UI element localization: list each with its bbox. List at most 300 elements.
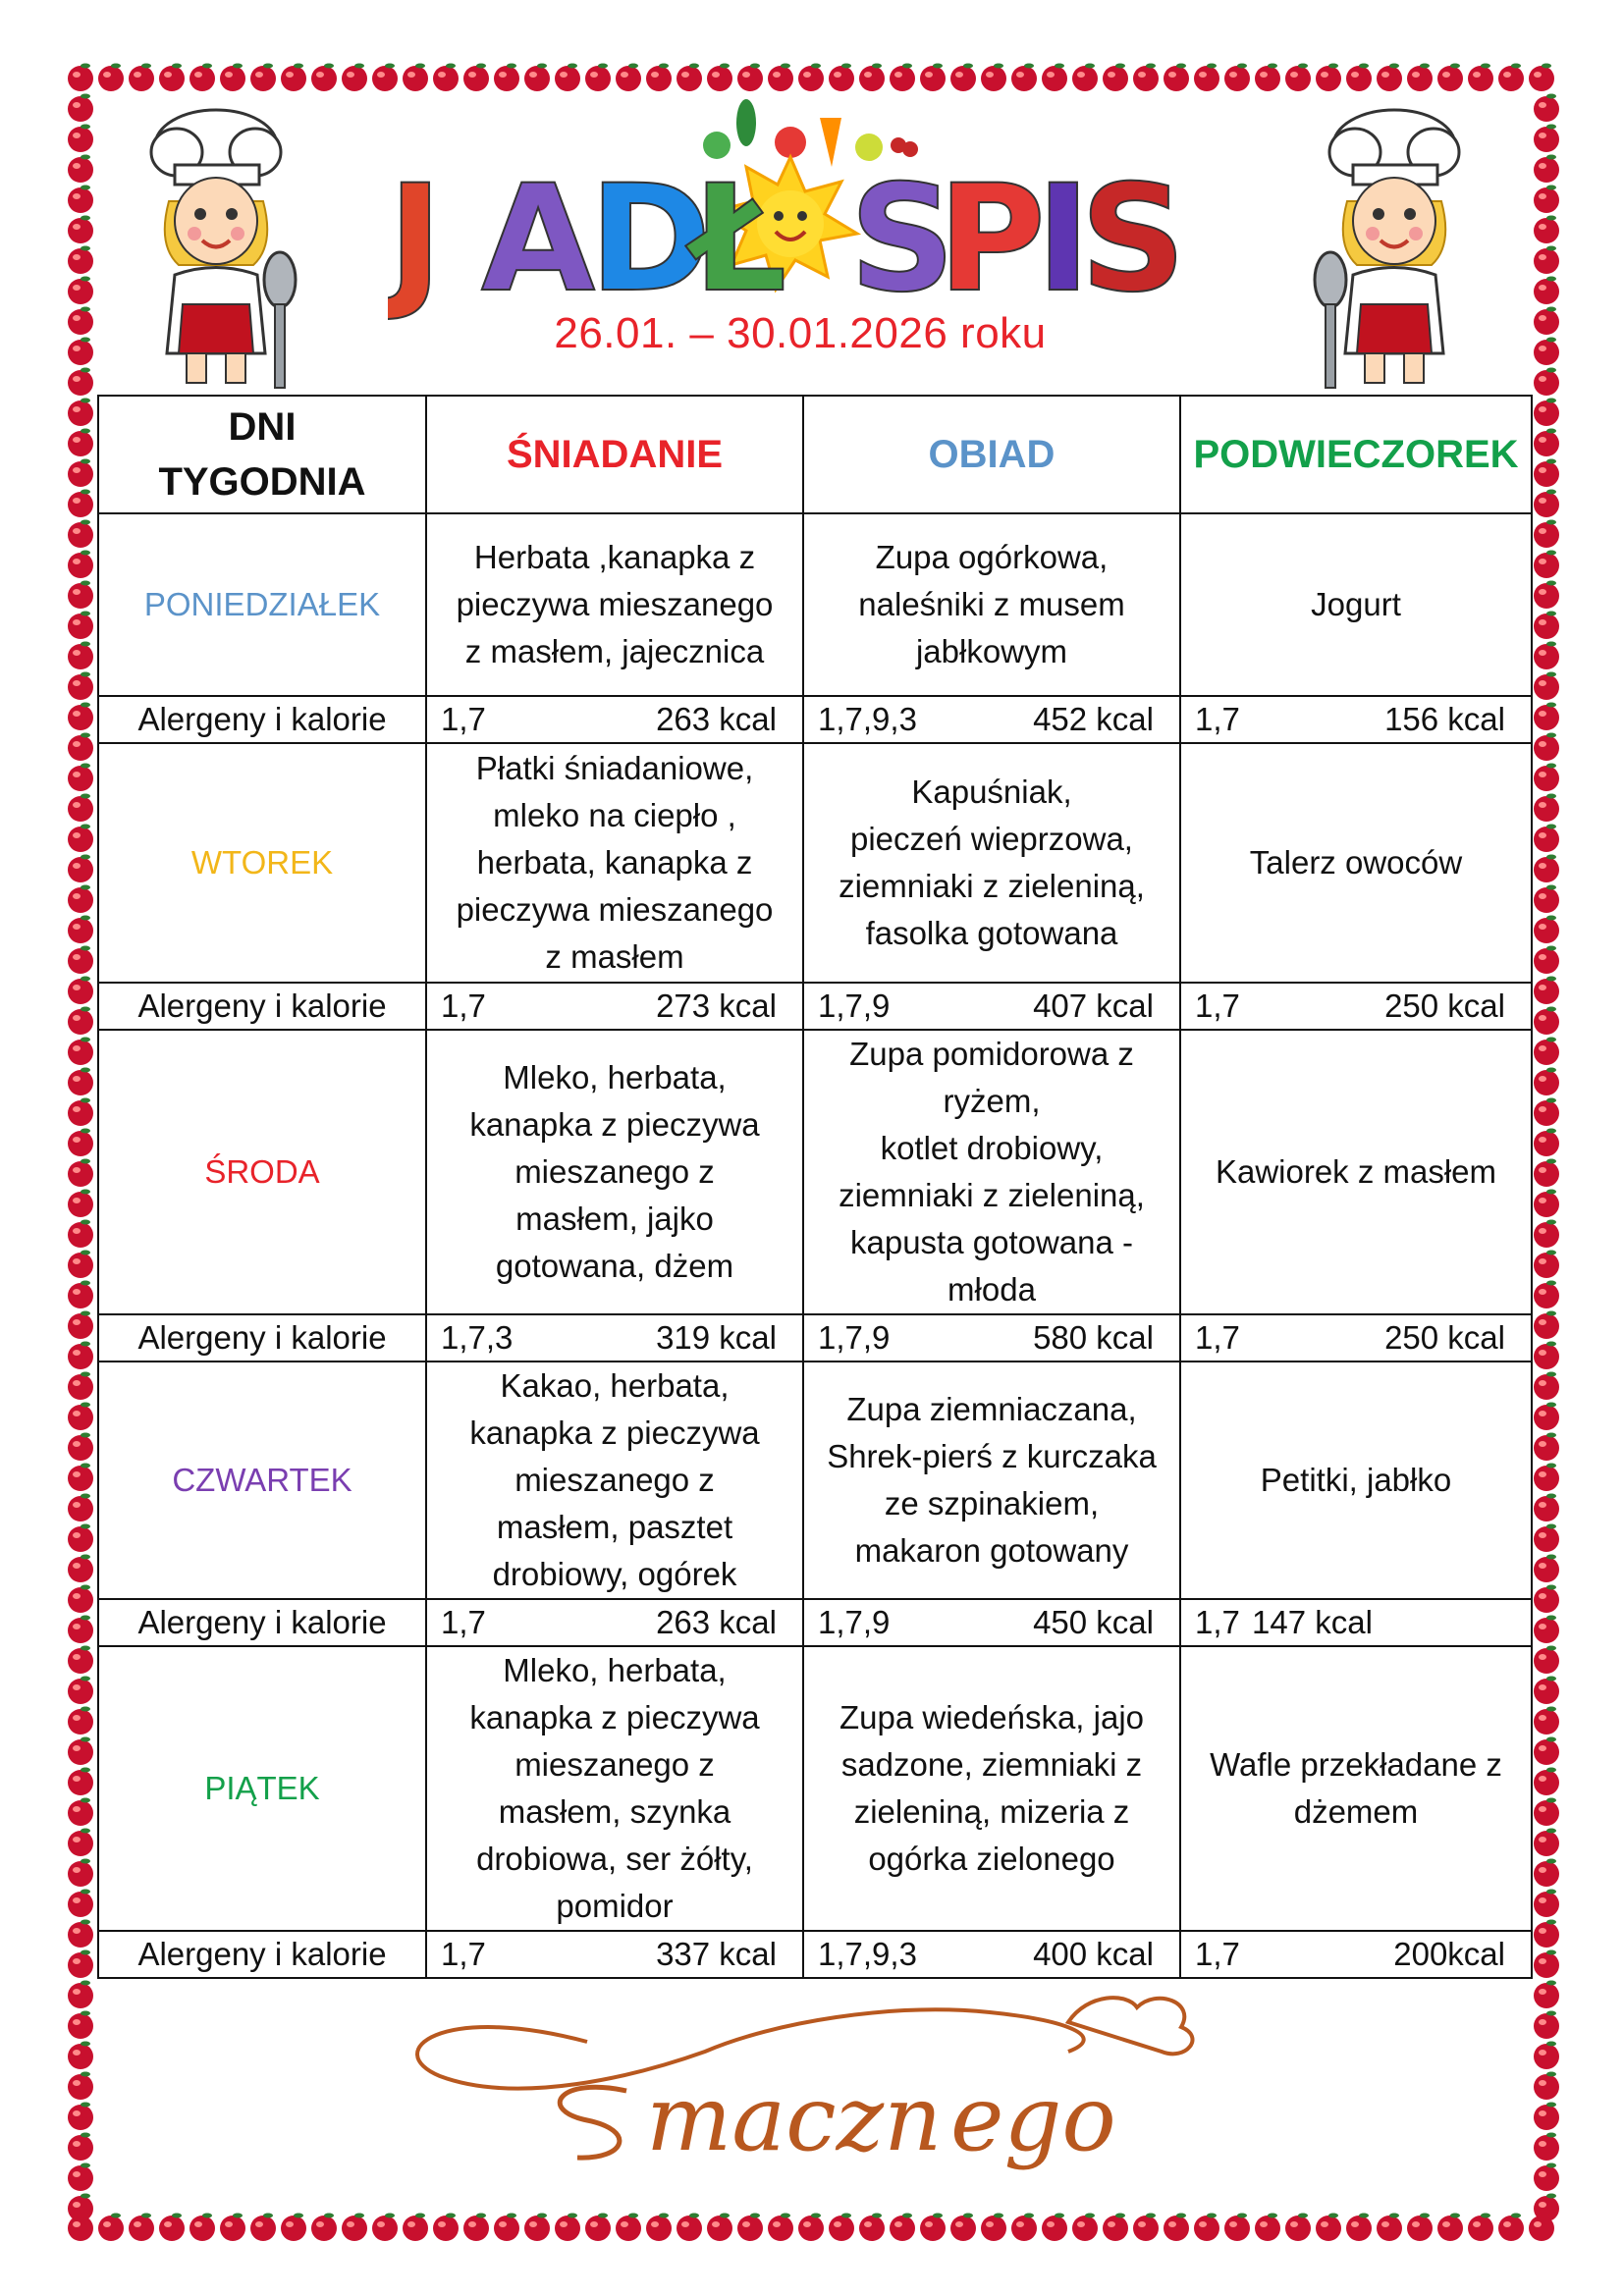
apple-icon	[524, 64, 550, 92]
allergen-cell	[803, 1314, 1180, 1362]
day-name: PONIEDZIAŁEK	[98, 513, 426, 696]
apple-icon	[555, 64, 580, 92]
apple-icon	[890, 2214, 915, 2242]
apple-icon	[220, 64, 245, 92]
svg-text:J: J	[388, 154, 443, 324]
apple-icon	[68, 1129, 93, 1157]
apple-icon	[1534, 1920, 1559, 1949]
apple-icon	[68, 1524, 93, 1553]
day-row	[98, 1030, 1532, 1314]
apple-icon	[1534, 1646, 1559, 1675]
apple-icon	[494, 64, 519, 92]
apple-icon	[981, 64, 1006, 92]
apple-icon	[1534, 246, 1559, 275]
apple-icon	[1534, 1372, 1559, 1401]
apple-icon	[1133, 2214, 1159, 2242]
apple-icon	[281, 64, 306, 92]
apple-icon	[189, 2214, 215, 2242]
apple-icon	[68, 2133, 93, 2162]
apple-icon	[68, 1251, 93, 1279]
apple-icon	[68, 703, 93, 731]
apple-icon	[1164, 2214, 1189, 2242]
apple-icon	[1534, 277, 1559, 305]
apple-icon	[463, 64, 489, 92]
allergen-row	[98, 983, 1532, 1030]
calories: 273 kcal	[656, 988, 777, 1024]
apple-icon	[524, 2214, 550, 2242]
apple-icon	[372, 64, 398, 92]
allergen-codes: 1,7,9	[818, 988, 891, 1024]
calories: 400 kcal	[1033, 1936, 1154, 1972]
meal-snack: Talerz owoców	[1180, 743, 1532, 983]
apple-icon	[585, 2214, 611, 2242]
apple-icon	[798, 2214, 824, 2242]
apple-icon	[1468, 64, 1493, 92]
apple-icon	[1534, 916, 1559, 944]
day-row	[98, 1646, 1532, 1931]
apple-icon	[68, 1281, 93, 1309]
apple-icon	[1042, 64, 1067, 92]
apple-icon	[403, 2214, 428, 2242]
apple-icon	[68, 1829, 93, 1857]
apple-icon	[68, 2103, 93, 2131]
apple-icon	[707, 64, 732, 92]
allergen-cell	[1180, 1599, 1532, 1646]
apple-icon	[1534, 216, 1559, 244]
apple-icon	[707, 2214, 732, 2242]
apple-icon	[342, 64, 367, 92]
apple-icon	[159, 64, 185, 92]
apple-icon	[1534, 368, 1559, 397]
apple-icon	[68, 1890, 93, 1918]
apple-icon	[129, 2214, 154, 2242]
apple-icon	[68, 246, 93, 275]
apple-icon	[1534, 1585, 1559, 1614]
apple-icon	[68, 551, 93, 579]
apple-icon	[68, 2042, 93, 2070]
apple-icon	[1534, 338, 1559, 366]
day-name: WTOREK	[98, 743, 426, 983]
apple-icon	[1534, 155, 1559, 184]
apple-icon	[68, 1950, 93, 1979]
apple-icon	[68, 825, 93, 853]
apple-icon	[1534, 2011, 1559, 2040]
apple-icon	[1534, 1768, 1559, 1796]
apple-icon	[1534, 1342, 1559, 1370]
apple-icon	[1534, 399, 1559, 427]
apple-icon	[555, 2214, 580, 2242]
allergen-codes: 1,7	[1195, 1604, 1240, 1640]
allergen-codes: 1,7	[441, 988, 486, 1024]
apple-icon	[1534, 1068, 1559, 1096]
svg-text:I: I	[1036, 154, 1091, 324]
apple-icon	[1534, 1190, 1559, 1218]
apple-icon	[68, 64, 93, 92]
apple-icon	[68, 155, 93, 184]
apple-icon	[68, 307, 93, 336]
apple-icon	[68, 1190, 93, 1218]
apple-icon	[1534, 186, 1559, 214]
allergen-codes: 1,7	[441, 1604, 486, 1640]
meal-lunch: Zupa wiedeńska, jajo sadzone, ziemniaki z zieleniną, mizeria z ogórka zielonego	[803, 1646, 1180, 1931]
apple-icon	[68, 977, 93, 1005]
apple-icon	[1534, 520, 1559, 549]
apple-icon	[68, 338, 93, 366]
apple-icon	[737, 2214, 763, 2242]
apple-icon	[1534, 459, 1559, 488]
apple-icon	[950, 2214, 976, 2242]
apple-icon	[1194, 2214, 1219, 2242]
apple-icon	[68, 2011, 93, 2040]
allergen-cell	[803, 696, 1180, 743]
day-row	[98, 513, 1532, 696]
apple-icon	[68, 490, 93, 518]
meal-lunch: Zupa pomidorowa z ryżem, kotlet drobiowy, ziemniaki z zieleniną, kapusta gotowana - młoda	[803, 1030, 1180, 1314]
apple-icon	[68, 642, 93, 670]
apple-icon	[1534, 855, 1559, 883]
apple-icon	[1042, 2214, 1067, 2242]
allergen-cell	[803, 1931, 1180, 1978]
apple-icon	[616, 64, 641, 92]
calories: 200kcal	[1393, 1936, 1505, 1972]
apple-icon	[1534, 1890, 1559, 1918]
calories: 263 kcal	[656, 1604, 777, 1640]
apple-icon	[68, 2194, 93, 2222]
apple-icon	[1534, 1798, 1559, 1827]
meal-breakfast: Mleko, herbata, kanapka z pieczywa mieszanego z masłem, jajko gotowana, dżem	[426, 1030, 803, 1314]
day-row	[98, 743, 1532, 983]
svg-text:S: S	[849, 154, 956, 324]
apple-icon	[1346, 64, 1372, 92]
apple-icon	[616, 2214, 641, 2242]
apple-icon	[159, 2214, 185, 2242]
header-lunch: OBIAD	[803, 396, 1180, 513]
allergen-codes: 1,7,9	[818, 1604, 891, 1640]
apple-icon	[1534, 825, 1559, 853]
allergen-label: Alergeny i kalorie	[98, 696, 426, 743]
apple-icon	[1194, 64, 1219, 92]
apple-icon	[68, 125, 93, 153]
apple-icon	[68, 794, 93, 823]
allergen-cell	[426, 696, 803, 743]
apple-icon	[68, 1920, 93, 1949]
apple-icon	[98, 2214, 124, 2242]
apple-icon	[1534, 94, 1559, 123]
day-row	[98, 1362, 1532, 1599]
calories: 452 kcal	[1033, 701, 1154, 737]
apple-icon	[1468, 2214, 1493, 2242]
apple-icon	[829, 64, 854, 92]
allergen-label: Alergeny i kalorie	[98, 1931, 426, 1978]
chef-girl-icon-left	[118, 108, 314, 393]
apple-icon	[829, 2214, 854, 2242]
apple-icon	[68, 1433, 93, 1462]
svg-text:P: P	[938, 154, 1046, 324]
apple-icon	[1534, 2133, 1559, 2162]
svg-text:ego: ego	[950, 2066, 1116, 2171]
apple-icon	[1534, 2042, 1559, 2070]
apple-icon	[1316, 2214, 1341, 2242]
apple-icon	[68, 1403, 93, 1431]
calories: 156 kcal	[1384, 701, 1505, 737]
allergen-row	[98, 696, 1532, 743]
apple-icon	[981, 2214, 1006, 2242]
apple-icon	[1534, 1616, 1559, 1644]
apple-icon	[1534, 1464, 1559, 1492]
apple-icon	[68, 672, 93, 701]
apple-icon	[189, 64, 215, 92]
apple-icon	[1534, 612, 1559, 640]
apple-icon	[68, 1372, 93, 1401]
apple-icon	[1534, 490, 1559, 518]
calories: 147 kcal	[1252, 1604, 1373, 1640]
apple-icon	[1103, 2214, 1128, 2242]
apple-icon	[433, 2214, 459, 2242]
meal-breakfast: Mleko, herbata, kanapka z pieczywa mieszanego z masłem, szynka drobiowa, ser żółty, pomidor	[426, 1646, 803, 1931]
calories: 263 kcal	[656, 701, 777, 737]
apple-icon	[1224, 64, 1250, 92]
apple-icon	[1133, 64, 1159, 92]
apple-icon	[68, 1859, 93, 1888]
apple-icon	[1072, 2214, 1098, 2242]
apple-icon	[1534, 1829, 1559, 1857]
header-days: DNI TYGODNIA	[98, 396, 426, 513]
calories: 250 kcal	[1384, 1319, 1505, 1356]
apple-icon	[1011, 64, 1037, 92]
smacznego-signature	[381, 1983, 1255, 2179]
meal-lunch: Zupa ziemniaczana, Shrek-pierś z kurczaka ze szpinakiem, makaron gotowany	[803, 1362, 1180, 1599]
apple-icon	[1255, 64, 1280, 92]
allergen-cell	[426, 1599, 803, 1646]
apple-icon	[68, 277, 93, 305]
apple-icon	[677, 2214, 702, 2242]
meal-lunch: Zupa ogórkowa, naleśniki z musem jabłkowym	[803, 513, 1180, 696]
meal-lunch: Kapuśniak, pieczeń wieprzowa, ziemniaki z zieleniną, fasolka gotowana	[803, 743, 1180, 983]
allergen-cell	[803, 1599, 1180, 1646]
apple-icon	[433, 64, 459, 92]
apple-icon	[1407, 2214, 1433, 2242]
apple-icon	[68, 1342, 93, 1370]
apple-icon	[68, 1038, 93, 1066]
header-snack: PODWIECZOREK	[1180, 396, 1532, 513]
apple-icon	[798, 64, 824, 92]
calories: 337 kcal	[656, 1936, 777, 1972]
apple-icon	[68, 916, 93, 944]
apple-icon	[1437, 64, 1463, 92]
meal-snack: Wafle przekładane z dżemem	[1180, 1646, 1532, 1931]
apple-icon	[1534, 794, 1559, 823]
apple-icon	[1498, 2214, 1524, 2242]
allergen-row	[98, 1314, 1532, 1362]
apple-icon	[1437, 2214, 1463, 2242]
apple-icon	[859, 64, 885, 92]
apple-icon	[68, 1616, 93, 1644]
apple-icon	[68, 1981, 93, 2009]
apple-icon	[737, 64, 763, 92]
apple-icon	[1534, 1251, 1559, 1279]
apple-icon	[1224, 2214, 1250, 2242]
apple-icon	[920, 2214, 946, 2242]
apple-icon	[1534, 1220, 1559, 1249]
apple-icon	[68, 429, 93, 457]
apple-icon	[1534, 1981, 1559, 2009]
apple-icon	[68, 1677, 93, 1705]
apple-icon	[220, 2214, 245, 2242]
apple-icon	[1534, 703, 1559, 731]
svg-text:S: S	[1080, 154, 1187, 324]
apple-icon	[1534, 125, 1559, 153]
calories: 580 kcal	[1033, 1319, 1154, 1356]
apple-icon	[68, 1737, 93, 1766]
apple-icon	[311, 64, 337, 92]
apple-icon	[68, 368, 93, 397]
meal-snack: Jogurt	[1180, 513, 1532, 696]
allergen-cell	[426, 983, 803, 1030]
allergen-label: Alergeny i kalorie	[98, 1314, 426, 1362]
apple-icon	[1316, 64, 1341, 92]
allergen-cell	[1180, 1314, 1532, 1362]
apple-icon	[68, 581, 93, 610]
allergen-codes: 1,7	[1195, 1936, 1240, 1972]
apple-icon	[1534, 2194, 1559, 2222]
apple-icon	[68, 216, 93, 244]
apple-icon	[1534, 977, 1559, 1005]
apple-icon	[1534, 1494, 1559, 1522]
apple-icon	[68, 520, 93, 549]
calories: 450 kcal	[1033, 1604, 1154, 1640]
apple-icon	[890, 64, 915, 92]
apple-icon	[1534, 581, 1559, 610]
chef-girl-icon-right	[1296, 108, 1492, 393]
apple-icon	[1534, 2103, 1559, 2131]
apple-icon	[1534, 307, 1559, 336]
apple-icon	[68, 764, 93, 792]
svg-text:Ł: Ł	[692, 154, 787, 324]
apple-icon	[98, 64, 124, 92]
apple-icon	[68, 1555, 93, 1583]
apple-icon	[1534, 429, 1559, 457]
calories: 319 kcal	[656, 1319, 777, 1356]
apple-icon	[768, 64, 793, 92]
apple-icon	[68, 612, 93, 640]
header-breakfast: ŚNIADANIE	[426, 396, 803, 513]
apple-icon	[1285, 64, 1311, 92]
apple-icon	[68, 1707, 93, 1735]
allergen-codes: 1,7,9,3	[818, 1936, 917, 1972]
apple-icon	[281, 2214, 306, 2242]
apple-icon	[1534, 1403, 1559, 1431]
apple-icon	[250, 64, 276, 92]
allergen-codes: 1,7	[441, 701, 486, 737]
apple-icon	[585, 64, 611, 92]
apple-icon	[68, 1068, 93, 1096]
apple-icon	[1534, 1524, 1559, 1553]
apple-icon	[1011, 2214, 1037, 2242]
day-name: PIĄTEK	[98, 1646, 426, 1931]
allergen-cell	[426, 1931, 803, 1978]
apple-icon	[1534, 1677, 1559, 1705]
svg-text:D: D	[589, 154, 712, 324]
allergen-cell	[1180, 983, 1532, 1030]
apple-icon	[677, 64, 702, 92]
apple-icon	[646, 64, 672, 92]
apple-icon	[1534, 551, 1559, 579]
apple-icon	[1534, 1311, 1559, 1340]
apple-icon	[1534, 1159, 1559, 1188]
apple-icon	[1103, 64, 1128, 92]
apple-icon	[1534, 1737, 1559, 1766]
apple-icon	[920, 64, 946, 92]
apple-icon	[342, 2214, 367, 2242]
apple-icon	[68, 946, 93, 975]
apple-icon	[68, 885, 93, 914]
apple-icon	[1534, 733, 1559, 762]
menu-table	[97, 395, 1533, 1979]
apple-icon	[68, 1768, 93, 1796]
allergen-label: Alergeny i kalorie	[98, 1599, 426, 1646]
allergen-row	[98, 1599, 1532, 1646]
apple-icon	[1377, 2214, 1402, 2242]
apple-icon	[1346, 2214, 1372, 2242]
apple-icon	[1534, 885, 1559, 914]
apple-icon	[372, 2214, 398, 2242]
apple-icon	[68, 186, 93, 214]
calories: 250 kcal	[1384, 988, 1505, 1024]
apple-icon	[68, 1464, 93, 1492]
meal-snack: Petitki, jabłko	[1180, 1362, 1532, 1599]
allergen-codes: 1,7	[1195, 701, 1240, 737]
apple-icon	[68, 855, 93, 883]
apple-icon	[68, 733, 93, 762]
allergen-label: Alergeny i kalorie	[98, 983, 426, 1030]
svg-text:A: A	[481, 154, 596, 324]
smacznego-text: maczn	[646, 2066, 943, 2171]
apple-icon	[1498, 64, 1524, 92]
allergen-codes: 1,7	[1195, 988, 1240, 1024]
apple-icon	[1534, 946, 1559, 975]
apple-icon	[1534, 1007, 1559, 1036]
apple-icon	[494, 2214, 519, 2242]
apple-icon	[1534, 1129, 1559, 1157]
apple-icon	[1534, 1555, 1559, 1583]
meal-breakfast: Kakao, herbata, kanapka z pieczywa mieszanego z masłem, pasztet drobiowy, ogórek	[426, 1362, 803, 1599]
allergen-cell	[426, 1314, 803, 1362]
apple-icon	[1534, 672, 1559, 701]
apple-icon	[403, 64, 428, 92]
jadlospis-logo	[388, 98, 1203, 324]
apple-icon	[68, 1494, 93, 1522]
apple-icon	[1534, 2072, 1559, 2101]
apple-icon	[68, 1646, 93, 1675]
apple-icon	[129, 64, 154, 92]
allergen-codes: 1,7,3	[441, 1319, 514, 1356]
apple-icon	[250, 2214, 276, 2242]
meal-breakfast: Płatki śniadaniowe, mleko na ciepło , herbata, kanapka z pieczywa mieszanego z masłem	[426, 743, 803, 983]
apple-icon	[68, 1159, 93, 1188]
apple-icon	[68, 1220, 93, 1249]
allergen-codes: 1,7,9	[818, 1319, 891, 1356]
day-name: CZWARTEK	[98, 1362, 426, 1599]
apple-icon	[68, 1311, 93, 1340]
apple-icon	[68, 1585, 93, 1614]
meal-snack: Kawiorek z masłem	[1180, 1030, 1532, 1314]
apple-icon	[1534, 1098, 1559, 1127]
apple-icon	[68, 2072, 93, 2101]
calories: 407 kcal	[1033, 988, 1154, 1024]
apple-icon	[1534, 1433, 1559, 1462]
allergen-row	[98, 1931, 1532, 1978]
apple-icon	[859, 2214, 885, 2242]
